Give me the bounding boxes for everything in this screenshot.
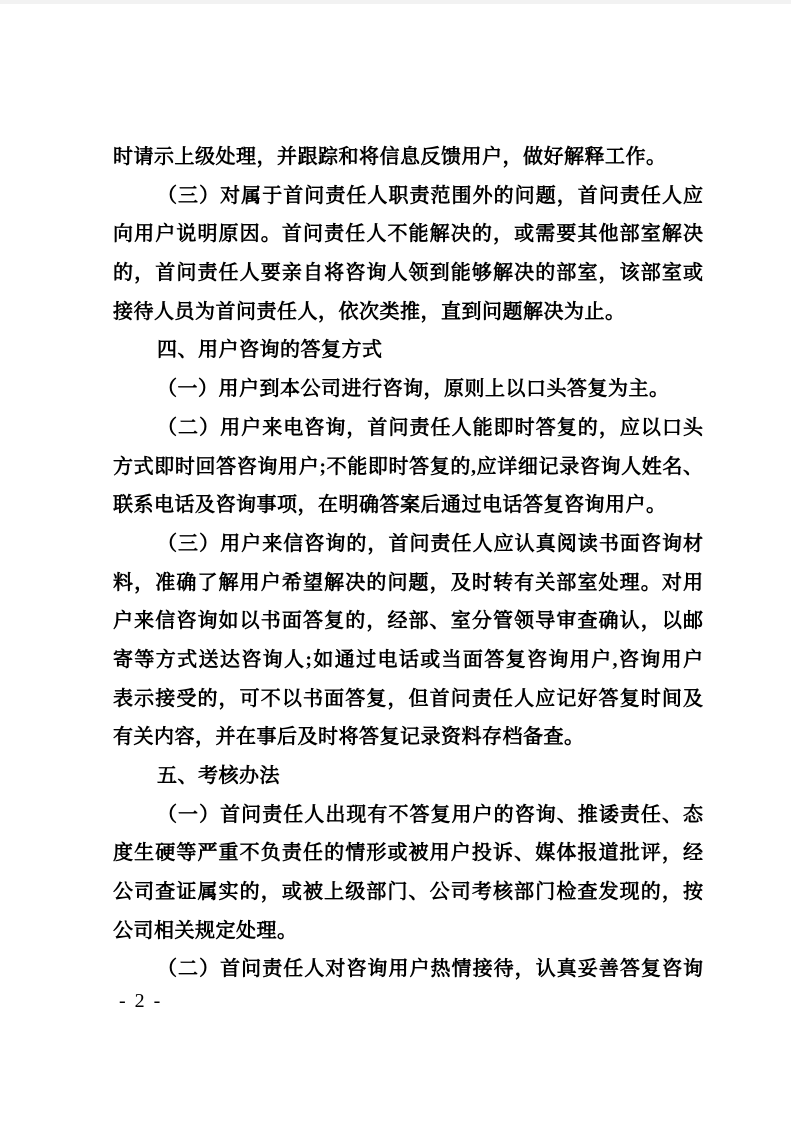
text-line: 公司查证属实的，或被上级部门、公司考核部门检查发现的，按 xyxy=(113,881,703,904)
text-line: （三）对属于首问责任人职责范围外的问题，首问责任人应 xyxy=(157,184,703,207)
text-line: （三）用户来信咨询的，首问责任人应认真阅读书面咨询材 xyxy=(157,532,703,555)
text-line: 料，准确了解用户希望解决的问题，及时转有关部室处理。对用 xyxy=(113,571,703,594)
text-line: （二）首问责任人对咨询用户热情接待，认真妥善答复咨询 xyxy=(157,958,703,981)
text-line: 度生硬等严重不负责任的情形或被用户投诉、媒体报道批评，经 xyxy=(113,842,703,865)
text-line: 时请示上级处理，并跟踪和将信息反馈用户，做好解释工作。 xyxy=(113,146,667,168)
text-line: 的，首问责任人要亲自将咨询人领到能够解决的部室，该部室或 xyxy=(113,262,703,285)
text-line: 公司相关规定处理。 xyxy=(113,919,298,942)
text-line: 接待人员为首问责任人，依次类推，直到问题解决为止。 xyxy=(113,300,626,323)
text-line: 向用户说明原因。首问责任人不能解决的，或需要其他部室解决 xyxy=(113,223,703,246)
text-line: 表示接受的，可不以书面答复，但首问责任人应记好答复时间及 xyxy=(113,687,703,710)
text-line: 寄等方式送达咨询人;如通过电话或当面答复咨询用户,咨询用户 xyxy=(113,648,703,671)
document-lines xyxy=(113,138,703,989)
text-line: （二）用户来电咨询，首问责任人能即时答复的，应以口头 xyxy=(157,416,703,439)
scan-artifact-edge xyxy=(0,0,791,4)
page-number: - 2 - xyxy=(119,990,163,1012)
text-line: 方式即时回答咨询用户;不能即时答复的,应详细记录咨询人姓名、 xyxy=(113,455,703,478)
text-line: 户来信咨询如以书面答复的，经部、室分管领导审查确认，以邮 xyxy=(113,610,703,633)
text-line: （一）首问责任人出现有不答复用户的咨询、推诿责任、态 xyxy=(157,803,703,826)
text-line: 五、考核办法 xyxy=(157,765,280,787)
text-line: 有关内容，并在事后及时将答复记录资料存档备查。 xyxy=(113,726,585,749)
text-line: 四、用户咨询的答复方式 xyxy=(157,339,383,362)
text-line: 联系电话及咨询事项，在明确答案后通过电话答复咨询用户。 xyxy=(113,494,667,517)
text-line: （一）用户到本公司进行咨询，原则上以口头答复为主。 xyxy=(157,378,670,401)
